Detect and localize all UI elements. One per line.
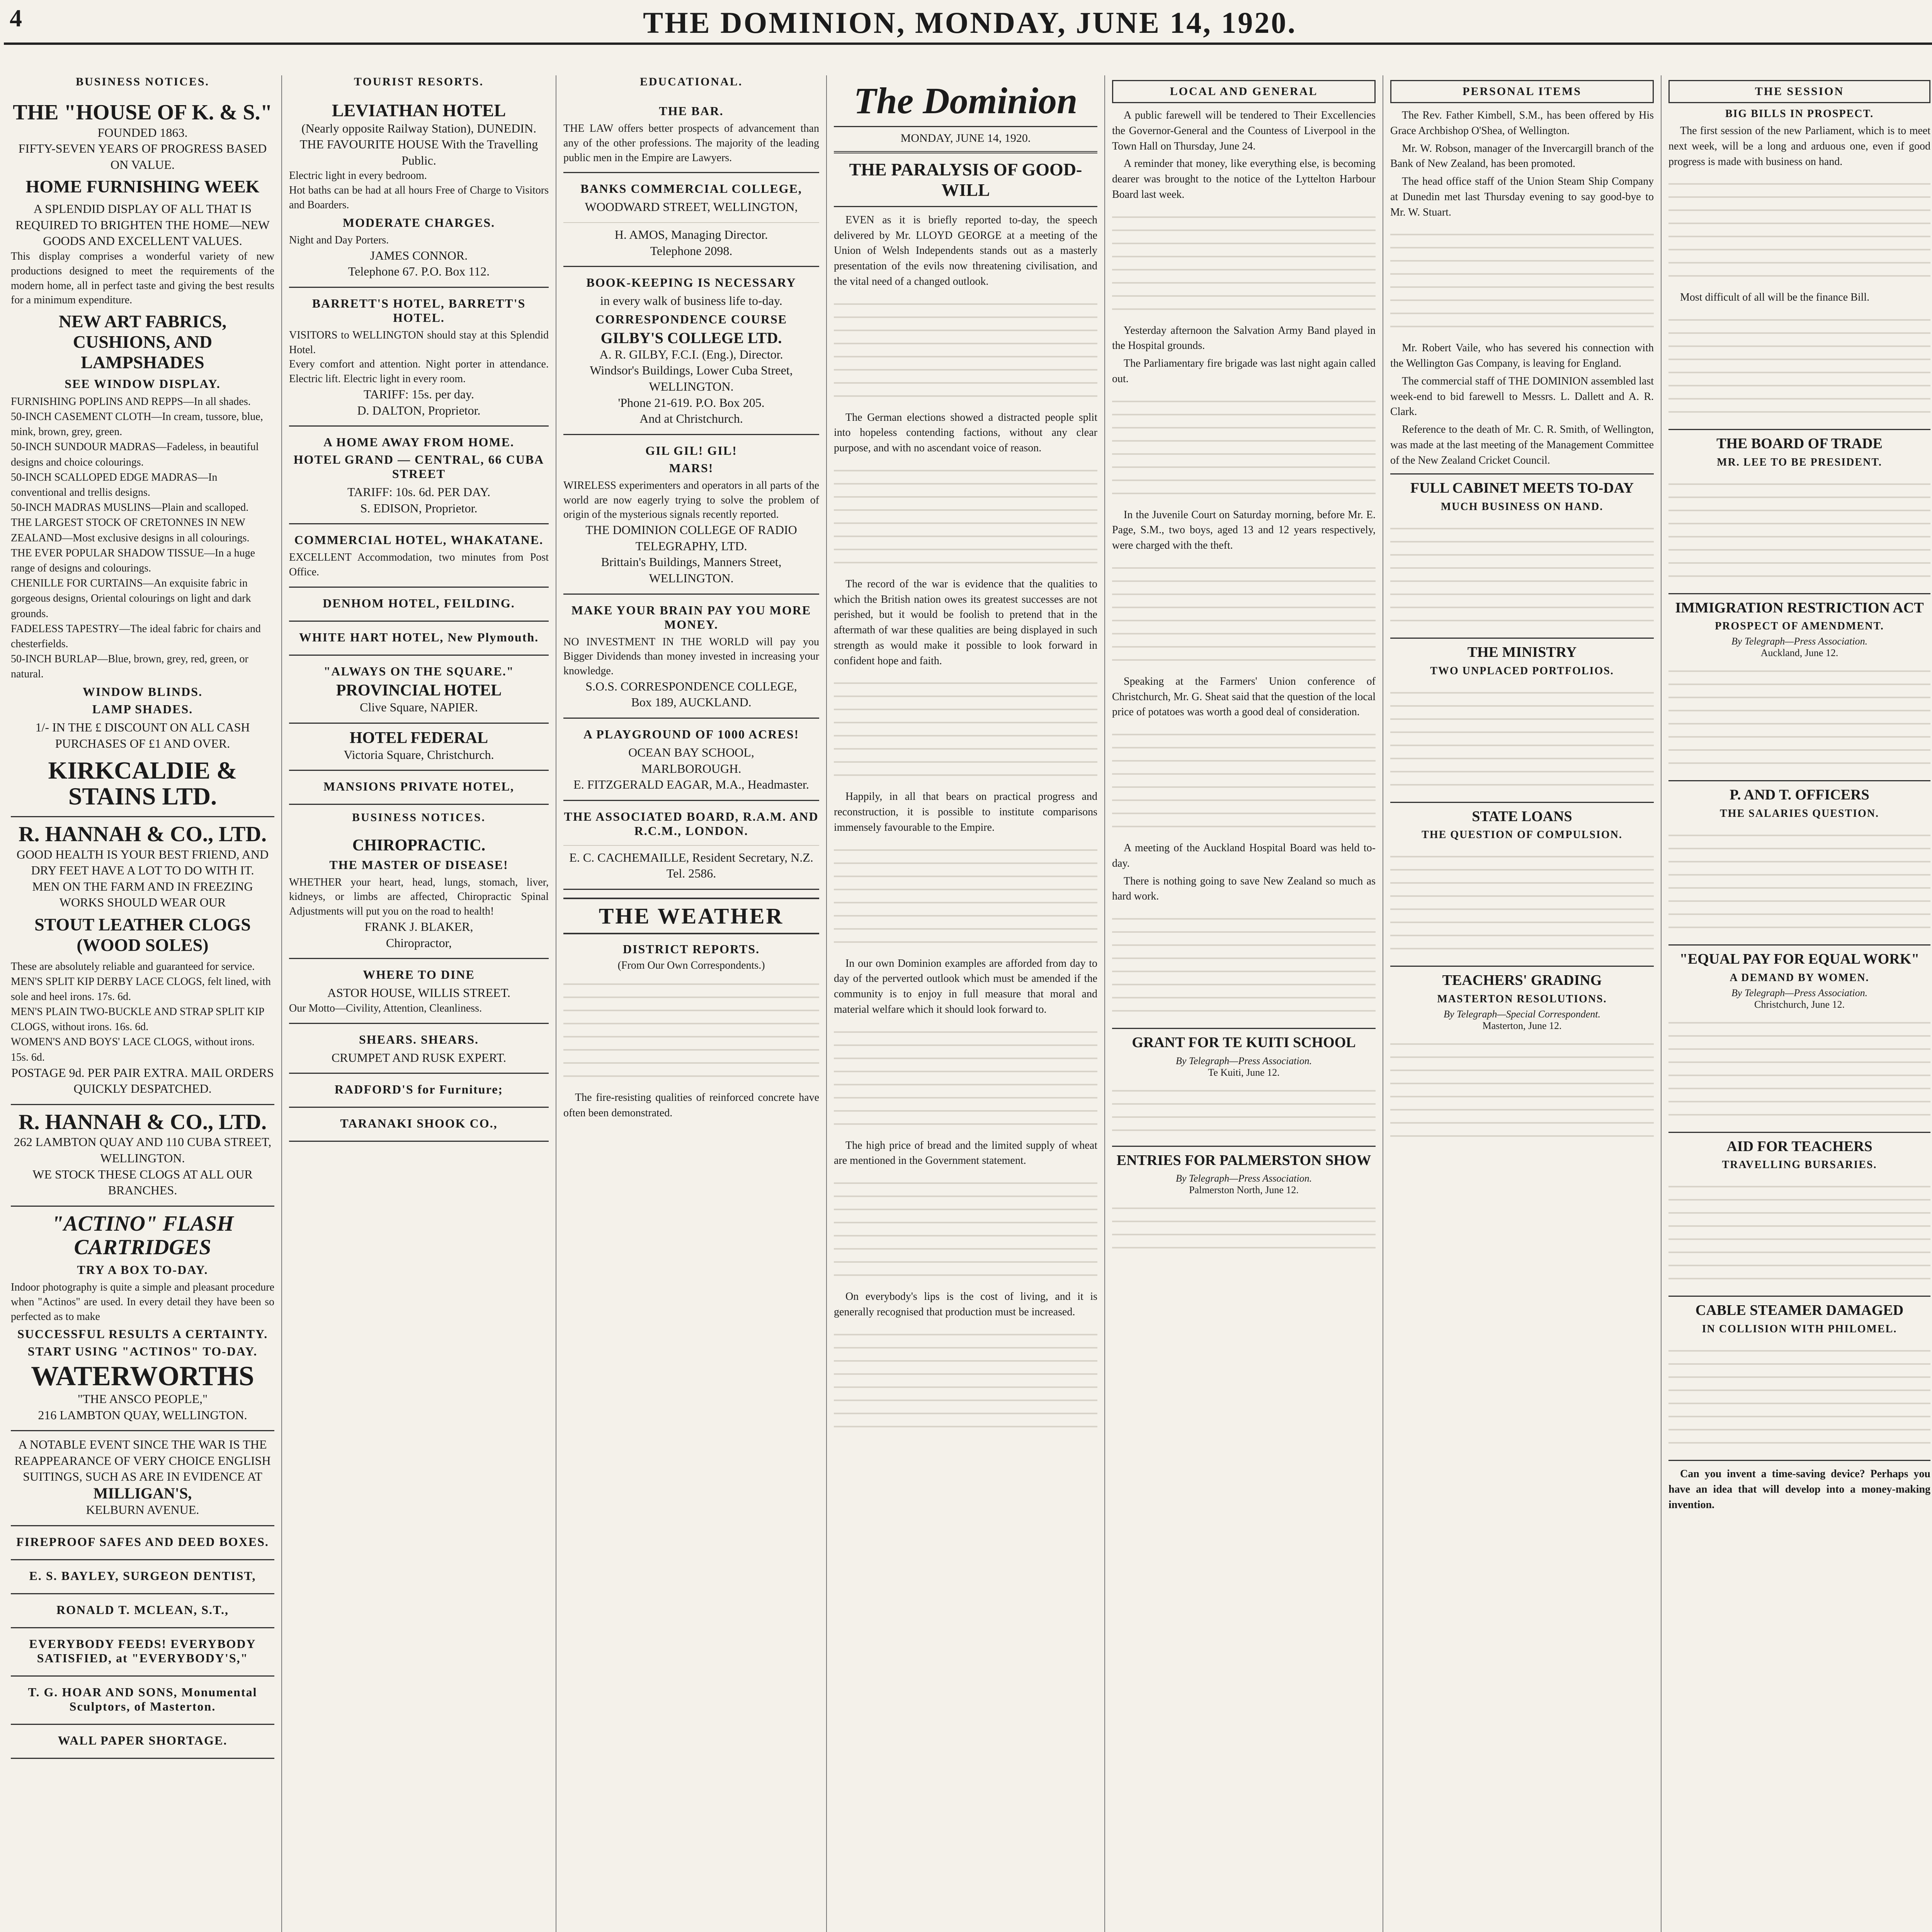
ad-mclean — [11, 1594, 274, 1628]
ad-banks-college — [563, 173, 819, 267]
ad-tagline: "ALWAYS ON THE SQUARE." — [323, 664, 514, 678]
ad-body: WHETHER your heart, head, lungs, stomach, liver, kidneys, or limbs are affected, Chiropractic Spinal Adjustments will put you on the road to health! — [289, 876, 549, 918]
ad-title: HOTEL GRAND — CENTRAL, 66 CUBA STREET — [293, 452, 544, 481]
ad-line: VISITORS to WELLINGTON should stay at this Splendid Hotel. — [289, 329, 549, 356]
text-placeholder — [1112, 722, 1376, 838]
ad-college-name: THE DOMINION COLLEGE OF RADIO TELEGRAPHY, LTD. — [585, 523, 797, 553]
ad-title: WHERE TO DINE — [363, 968, 475, 982]
ad-title: "ACTINO" FLASH CARTRIDGES — [51, 1211, 234, 1260]
article-paragraph: There is nothing going to save New Zealand so much as hard work. — [1112, 875, 1376, 903]
text-placeholder — [1668, 1174, 1930, 1290]
column-tourist-resorts — [282, 75, 556, 1932]
ad-headline: HOME FURNISHING WEEK — [26, 177, 260, 197]
article-paragraph: The fire-resisting qualities of reinforced concrete have often been demonstrated. — [563, 1092, 819, 1119]
ad-item: FURNISHING POPLINS AND REPPS—In all shades. — [11, 395, 251, 408]
ad-mansions — [289, 771, 549, 805]
ad-title: MAKE YOUR BRAIN PAY YOU MORE MONEY. — [571, 603, 811, 631]
article-headline: GRANT FOR TE KUITI SCHOOL — [1132, 1034, 1356, 1051]
ad-body: CRUMPET AND RUSK EXPERT. — [331, 1050, 507, 1065]
ad-place: MARLBOROUGH. — [641, 761, 742, 776]
text-placeholder — [563, 218, 819, 224]
article-dateline: Palmerston North, June 12. — [1189, 1184, 1299, 1196]
ad-body: EXCELLENT Accommodation, two minutes from Post Office. — [289, 551, 549, 578]
column-educational — [556, 75, 827, 1932]
article-headline: THE BOARD OF TRADE — [1716, 435, 1883, 452]
text-placeholder — [834, 671, 1097, 787]
article-dateline: Masterton, June 12. — [1482, 1020, 1562, 1031]
page-number: 4 — [10, 4, 22, 32]
ad-federal — [289, 724, 549, 771]
ad-postage: POSTAGE 9d. PER PAIR EXTRA. MAIL ORDERS QUICKLY DESPATCHED. — [11, 1065, 274, 1096]
weather-header: THE WEATHER — [563, 898, 819, 934]
ad-title: MILLIGAN'S, — [93, 1485, 192, 1502]
ad-line: Every comfort and attention. Night porter in attendance. Electric lift. Electric light in every room. — [289, 358, 549, 385]
ad-subhead: THE MASTER OF DISEASE! — [329, 857, 509, 872]
text-placeholder — [1112, 389, 1376, 505]
text-placeholder — [1668, 172, 1930, 287]
column-local-general — [1105, 75, 1383, 1932]
text-placeholder — [563, 841, 819, 847]
ad-subtitle: FOUNDED 1863. — [97, 125, 188, 139]
ad-body: WIRELESS experimenters and operators in all parts of the world are now eagerly trying to solve the problem of origin of the mysterious signals recently reported. — [563, 479, 819, 521]
ad-subtitle: in every walk of business life to-day. — [600, 294, 782, 308]
ad-address: Clive Square, NAPIER. — [360, 700, 478, 714]
article-headline: ENTRIES FOR PALMERSTON SHOW — [1116, 1152, 1371, 1168]
ad-item: 50-INCH CASEMENT CLOTH—In cream, tussore, blue, mink, brown, grey, green. — [11, 411, 263, 438]
editorial-paragraph: On everybody's lips is the cost of living, and it is generally recognised that production must be increased. — [834, 1291, 1097, 1318]
ad-phone: Telephone 67. P.O. Box 112. — [348, 264, 490, 279]
editorial-paragraph: EVEN as it is briefly reported to-day, the speech delivered by Mr. LLOYD GEORGE at a meeting of the Union of Welsh Independents stands out as a masterly presentation of the evils now threatening civilisation, and the vital need of a changed outlook. — [834, 214, 1097, 287]
text-placeholder — [1668, 1010, 1930, 1126]
ad-title: RONALD T. MCLEAN, S.T., — [56, 1602, 229, 1617]
ad-body: NO INVESTMENT IN THE WORLD will pay you Bigger Dividends than money invested in increasing your knowledge. — [563, 636, 819, 677]
section-header: THE SESSION — [1668, 80, 1930, 103]
ad-title: DENHOM HOTEL, FEILDING. — [323, 596, 515, 610]
text-placeholder — [1112, 906, 1376, 1022]
text-placeholder — [1668, 823, 1930, 939]
editorial-date: MONDAY, JUNE 14, 1920. — [900, 132, 1031, 145]
ad-body: THE LAW offers better prospects of advancement than any of the other professions. The majority of the leading public men in the Empire are Lawyers. — [563, 122, 819, 164]
text-placeholder — [834, 292, 1097, 408]
ad-address: Victoria Square, Christchurch. — [344, 747, 494, 762]
ad-store-name: KIRKCALDIE & STAINS LTD. — [48, 756, 237, 810]
ad-astor — [289, 959, 549, 1024]
article-headline: FULL CABINET MEETS TO-DAY — [1410, 480, 1634, 497]
ad-title: MANSIONS PRIVATE HOTEL, — [323, 779, 514, 794]
editorial-paragraph: The record of the war is evidence that the qualities to which the British nation owes its greatest successes are not perished, but it would be foolish to pretend that in the aftermath of war these qualities are being displayed in such strength as would make it possible to look forward in confident hope and faith. — [834, 578, 1097, 667]
section-header: LOCAL AND GENERAL — [1112, 80, 1376, 103]
ad-title: THE "HOUSE OF K. & S." — [13, 100, 272, 124]
editorial-paragraph: The high price of bread and the limited supply of wheat are mentioned in the Government statement. — [834, 1139, 1097, 1167]
ad-subtitle: "THE ANSCO PEOPLE," — [77, 1392, 208, 1406]
text-placeholder — [1668, 1338, 1930, 1454]
ad-title: THE ASSOCIATED BOARD, R.A.M. AND R.C.M., LONDON. — [564, 809, 819, 838]
ad-school: OCEAN BAY SCHOOL, — [628, 745, 754, 760]
divider — [1112, 1028, 1376, 1029]
ad-item: FADELESS TAPESTRY—The ideal fabric for chairs and chesterfields. — [11, 622, 261, 650]
ad-title: BOOK-KEEPING IS NECESSARY — [586, 276, 796, 290]
ad-subhead: TRY A BOX TO-DAY. — [77, 1263, 208, 1277]
ad-lead: MEN ON THE FARM AND IN FREEZING WORKS SHOULD WEAR OUR — [32, 879, 253, 910]
ad-denhom — [289, 588, 549, 622]
ad-title: FIREPROOF SAFES AND DEED BOXES. — [16, 1534, 269, 1549]
ad-leviathan — [289, 95, 549, 288]
article-subhead: MASTERTON RESOLUTIONS. — [1437, 993, 1607, 1005]
section-header: EDUCATIONAL. — [639, 75, 743, 88]
article-subhead: MUCH BUSINESS ON HAND. — [1440, 500, 1604, 513]
ad-discount: 1/- IN THE £ DISCOUNT ON ALL CASH PURCHASES OF £1 AND OVER. — [35, 720, 250, 751]
ad-title: WHITE HART HOTEL, New Plymouth. — [299, 630, 539, 644]
article-headline: "EQUAL PAY FOR EQUAL WORK" — [1679, 951, 1920, 968]
article-subhead: TWO UNPLACED PORTFOLIOS. — [1430, 665, 1614, 677]
ad-ocean-bay — [563, 719, 819, 801]
ad-motto: Our Motto—Civility, Attention, Cleanliness. — [289, 1002, 482, 1014]
ad-item: 50-INCH SCALLOPED EDGE MADRAS—In conventional and trellis designs. — [11, 471, 218, 499]
ad-item: 50-INCH BURLAP—Blue, brown, grey, red, green, or natural. — [11, 653, 248, 680]
ad-line: Electric light in every bedroom. — [289, 170, 427, 182]
column-business-notices — [4, 75, 282, 1932]
ad-address: 216 LAMBTON QUAY, WELLINGTON. — [38, 1408, 247, 1422]
ad-tariff: TARIFF: 15s. per day. — [363, 387, 474, 401]
editorial-paragraph: The German elections showed a distracted people split into hopeless contending factions, without any clear purpose, and with no ascendant voice of reason. — [834, 411, 1097, 454]
text-placeholder — [834, 1171, 1097, 1287]
ad-white-hart — [289, 622, 549, 656]
ad-signature: A. R. GILBY, F.C.I. (Eng.), Director. — [599, 347, 783, 361]
ad-address: 262 LAMBTON QUAY AND 110 CUBA STREET, WELLINGTON. — [14, 1135, 272, 1165]
ad-body: Indoor photography is quite a simple and pleasant procedure when "Actinos" are used. In every detail they have been so perfected as to make — [11, 1281, 274, 1323]
ad-headmaster: E. FITZGERALD EAGAR, M.A., Headmaster. — [573, 777, 809, 792]
text-placeholder — [834, 838, 1097, 954]
text-placeholder — [1390, 680, 1654, 796]
ad-taranaki — [289, 1108, 549, 1142]
ad-phone: Tel. 2586. — [666, 866, 716, 881]
divider — [834, 151, 1097, 153]
section-header: TOURIST RESORTS. — [354, 75, 484, 88]
ad-milligan — [11, 1431, 274, 1526]
text-placeholder — [834, 1020, 1097, 1136]
article-paragraph: Yesterday afternoon the Salvation Army Band played in the Hospital grounds. — [1112, 324, 1376, 352]
divider — [1390, 638, 1654, 639]
article-byline: By Telegraph—Press Association. — [1175, 1173, 1312, 1184]
ad-title: BANKS COMMERCIAL COLLEGE, — [580, 182, 802, 196]
ad-title: RADFORD'S for Furniture; — [334, 1082, 503, 1097]
small-ads-left — [11, 1431, 274, 1759]
article-subhead: TRAVELLING BURSARIES. — [1722, 1159, 1877, 1171]
ad-hannah-branches — [11, 1105, 274, 1207]
ad-subhead: LAMP SHADES. — [92, 702, 193, 716]
ad-item: THE EVER POPULAR SHADOW TISSUE—In a huge range of designs and colourings. — [11, 547, 255, 574]
ad-hoar — [11, 1677, 274, 1725]
divider — [1668, 429, 1930, 430]
ad-proprietor: S. EDISON, Proprietor. — [360, 501, 478, 515]
ad-subhead: MARS! — [669, 461, 714, 475]
ad-headline: NEW ART FABRICS, CUSHIONS, AND LAMPSHADES — [58, 311, 227, 372]
article-dateline: Christchurch, June 12. — [1754, 998, 1845, 1010]
ad-grand-hotel — [289, 427, 549, 524]
ad-hannah-clogs — [11, 817, 274, 1105]
ad-wireless — [563, 435, 819, 595]
ad-bayley — [11, 1560, 274, 1594]
article-paragraph: Mr. W. Robson, manager of the Invercargill branch of the Bank of New Zealand, has been promoted. — [1390, 142, 1654, 170]
divider — [1668, 593, 1930, 594]
ad-title: A PLAYGROUND OF 1000 ACRES! — [583, 727, 799, 742]
ad-signature: H. AMOS, Managing Director. — [614, 227, 768, 242]
ad-associated-board — [563, 801, 819, 890]
divider — [1668, 1132, 1930, 1133]
column-session — [1662, 75, 1932, 1932]
article-headline: IMMIGRATION RESTRICTION ACT — [1675, 599, 1924, 616]
article-headline: P. AND T. OFFICERS — [1730, 787, 1869, 803]
divider — [1390, 802, 1654, 803]
ad-address: Box 189, AUCKLAND. — [631, 695, 752, 709]
ad-safes — [11, 1526, 274, 1560]
text-placeholder — [1112, 205, 1376, 321]
article-byline: By Telegraph—Press Association. — [1731, 636, 1868, 647]
divider — [834, 206, 1097, 207]
ad-subhead: SEE WINDOW DISPLAY. — [65, 376, 221, 391]
article-subhead: THE SALARIES QUESTION. — [1719, 808, 1879, 820]
ad-item: 50-INCH SUNDOUR MADRAS—Fadeless, in beautiful designs and choice colourings. — [11, 441, 259, 468]
text-placeholder — [1390, 222, 1654, 338]
article-headline: STATE LOANS — [1472, 808, 1572, 825]
article-dateline: Auckland, June 12. — [1760, 647, 1838, 659]
article-subhead: BIG BILLS IN PROSPECT. — [1725, 108, 1874, 120]
article-subhead: MR. LEE TO BE PRESIDENT. — [1717, 456, 1882, 468]
article-subhead: IN COLLISION WITH PHILOMEL. — [1702, 1323, 1897, 1335]
divider — [1668, 1296, 1930, 1297]
ad-chiropractic — [289, 831, 549, 959]
ad-address: Brittain's Buildings, Manners Street, WELLINGTON. — [601, 555, 782, 585]
ad-title: LEVIATHAN HOTEL — [332, 100, 506, 120]
ad-line: MODERATE CHARGES. — [342, 215, 495, 230]
column-editorial — [827, 75, 1105, 1932]
weather-reports — [563, 972, 819, 1088]
ad-tariff: TARIFF: 10s. 6d. PER DAY. — [347, 485, 490, 499]
article-paragraph: The head office staff of the Union Steam Ship Company at Dunedin met last Thursday evening to say good-bye to Mr. W. Stuart. — [1390, 175, 1654, 218]
editorial-paragraph: Happily, in all that bears on practical progress and reconstruction, it is possible to institute comparisons immensely favourable to the Empire. — [834, 791, 1097, 833]
article-byline: By Telegraph—Press Association. — [1731, 987, 1868, 998]
divider — [1668, 944, 1930, 946]
ad-tagline: FIFTY-SEVEN YEARS OF PROGRESS BASED ON VALUE. — [18, 141, 267, 172]
editorial-headline: THE PARALYSIS OF GOOD-WILL — [849, 160, 1082, 200]
ad-subhead: CORRESPONDENCE COURSE — [595, 312, 787, 326]
ad-title: T. G. HOAR AND SONS, Monumental Sculptors, of Masterton. — [28, 1685, 257, 1713]
ad-the-bar — [563, 95, 819, 173]
ad-shears — [289, 1024, 549, 1074]
ad-barretts — [289, 288, 549, 427]
ad-lead: A SPLENDID DISPLAY OF ALL THAT IS REQUIRED TO BRIGHTEN THE HOME—NEW GOODS AND EXCELLENT VALUES. — [15, 202, 270, 248]
ad-item: THE LARGEST STOCK OF CRETONNES IN NEW ZEALAND—Most exclusive designs in all colourings. — [11, 517, 250, 544]
ad-item: CHENILLE FOR CURTAINS—An exquisite fabric in gorgeous designs, Oriental colourings on light and dark grounds. — [11, 577, 251, 620]
ad-subhead: START USING "ACTINOS" TO-DAY. — [27, 1344, 258, 1359]
ad-actino — [11, 1207, 274, 1431]
ad-house-ks — [11, 95, 274, 817]
text-placeholder — [1668, 659, 1930, 775]
text-placeholder — [1668, 472, 1930, 588]
text-placeholder — [834, 458, 1097, 574]
article-subhead: A DEMAND BY WOMEN. — [1730, 971, 1869, 984]
article-byline: By Telegraph—Press Association. — [1175, 1055, 1312, 1066]
ad-address: WOODWARD STREET, WELLINGTON, — [585, 200, 798, 214]
article-headline: CABLE STEAMER DAMAGED — [1695, 1302, 1904, 1319]
divider — [1112, 1146, 1376, 1147]
article-subhead: PROSPECT OF AMENDMENT. — [1715, 620, 1884, 633]
ad-headline: STOUT LEATHER CLOGS (WOOD SOLES) — [34, 915, 251, 955]
ad-subhead: SUCCESSFUL RESULTS A CERTAINTY. — [17, 1327, 268, 1341]
divider — [1390, 966, 1654, 967]
ad-proprietor: D. DALTON, Proprietor. — [357, 403, 481, 417]
article-paragraph: The Rev. Father Kimbell, S.M., has been offered by His Grace Archbishop O'Shea, of Wellington. — [1390, 109, 1654, 137]
article-headline: AID FOR TEACHERS — [1726, 1138, 1872, 1155]
article-headline: TEACHERS' GRADING — [1442, 972, 1602, 989]
masthead — [4, 0, 1932, 45]
text-placeholder — [834, 1322, 1097, 1438]
ad-commercial-hotel — [289, 524, 549, 588]
divider — [1390, 473, 1654, 474]
ad-title: COMMERCIAL HOTEL, WHAKATANE. — [294, 533, 544, 547]
ad-title: SHEARS. SHEARS. — [359, 1032, 479, 1046]
article-byline: By Telegraph—Special Correspondent. — [1443, 1009, 1601, 1020]
ad-line: Night and Day Porters. — [289, 234, 389, 246]
article-paragraph: A public farewell will be tendered to Their Excellencies the Governor-General and the Countess of Liverpool in the Town Hall on Thursday, June 24. — [1112, 109, 1376, 152]
article-paragraph: A reminder that money, like everything else, is becoming dearer was brought to the notice of the Lyttelton Harbour Board last week. — [1112, 158, 1376, 201]
ad-item: WOMEN'S AND BOYS' LACE CLOGS, without irons. 15s. 6d. — [11, 1036, 255, 1063]
ad-title: PROVINCIAL HOTEL — [336, 681, 502, 699]
ad-title: THE BAR. — [659, 104, 724, 118]
ad-college-name: GILBY'S COLLEGE LTD. — [600, 329, 782, 347]
ad-radfords — [289, 1074, 549, 1108]
ad-college-name: S.O.S. CORRESPONDENCE COLLEGE, — [585, 679, 797, 693]
ad-body: These are absolutely reliable and guaranteed for service. — [11, 960, 255, 973]
ad-title: CHIROPRACTIC. — [352, 837, 486, 855]
ad-role: Chiropractor, — [386, 935, 452, 950]
ad-invention: Can you invent a time-saving device? Perhaps you have an idea that will develop into a money-making invention. — [1668, 1468, 1930, 1511]
article-paragraph: Reference to the death of Mr. C. R. Smith, of Wellington, was made at the last meeting of the Management Committee of the New Zealand Cricket Council. — [1390, 423, 1654, 466]
article-paragraph: The commercial staff of THE DOMINION assembled last week-end to bid farewell to Messrs. L. Dallett and A. R. Clark. — [1390, 375, 1654, 418]
article-paragraph: Speaking at the Farmers' Union conference of Christchurch, Mr. G. Sheat said that the question of the local price of potatoes was worth a good deal of consideration. — [1112, 675, 1376, 718]
newspaper-logo: The Dominion — [834, 75, 1097, 127]
ad-provincial — [289, 656, 549, 724]
ad-title: TARANAKI SHOOK CO., — [340, 1116, 498, 1131]
ad-subhead: WINDOW BLINDS. — [82, 685, 203, 699]
ad-body: This display comprises a wonderful variety of new productions designed to meet the requirements of the modern home, all in perfect taste and giving the best results for a minimum expenditure. — [11, 250, 274, 306]
weather-subhead: DISTRICT REPORTS. — [622, 942, 760, 956]
ad-item: MEN'S SPLIT KIP DERBY LACE CLOGS, felt lined, with sole and heel irons. 17s. 6d. — [11, 975, 271, 1003]
ad-title: R. HANNAH & CO., LTD. — [19, 822, 267, 847]
ad-tagline: A HOME AWAY FROM HOME. — [323, 435, 515, 449]
ad-store-name: WATERWORTHS — [31, 1361, 254, 1392]
ad-body: WE STOCK THESE CLOGS AT ALL OUR BRANCHES. — [32, 1167, 253, 1197]
section-header: PERSONAL ITEMS — [1390, 80, 1654, 103]
ad-address: Windsor's Buildings, Lower Cuba Street, WELLINGTON. — [590, 363, 793, 393]
ad-everybody — [11, 1628, 274, 1677]
text-placeholder — [1668, 308, 1930, 423]
small-ads-row — [11, 1431, 274, 1759]
article-paragraph: Mr. Robert Vaile, who has severed his connection with the Wellington Gas Company, is leaving for England. — [1390, 342, 1654, 369]
ad-lead: A NOTABLE EVENT SINCE THE WAR IS THE REAPPEARANCE OF VERY CHOICE ENGLISH SUITINGS, SUCH AS ARE IN EVIDENCE AT — [14, 1437, 271, 1484]
article-paragraph: The first session of the new Parliament, which is to meet next week, will be a long and arduous one, even if good progress is made with business on hand. — [1668, 125, 1930, 168]
ad-phone: Telephone 2098. — [650, 243, 733, 258]
text-placeholder — [1390, 516, 1654, 632]
ad-place: ASTOR HOUSE, WILLIS STREET. — [327, 986, 510, 1000]
article-paragraph: A meeting of the Auckland Hospital Board was held to-day. — [1112, 842, 1376, 869]
ad-wallpaper — [11, 1725, 274, 1759]
ad-tagline: GOOD HEALTH IS YOUR BEST FRIEND, AND DRY FEET HAVE A LOT TO DO WITH IT. — [16, 847, 269, 878]
text-placeholder — [1112, 556, 1376, 672]
article-paragraph: Most difficult of all will be the finance Bill. — [1680, 291, 1870, 304]
article-headline: THE MINISTRY — [1467, 644, 1577, 660]
article-paragraph: The Parliamentary fire brigade was last night again called out. — [1112, 357, 1376, 385]
text-placeholder — [1112, 1078, 1376, 1140]
divider — [1668, 1460, 1930, 1461]
article-dateline: Te Kuiti, June 12. — [1208, 1066, 1280, 1078]
ad-also: And at Christchurch. — [639, 412, 743, 426]
text-placeholder — [1390, 1032, 1654, 1148]
ad-item: MEN'S PLAIN TWO-BUCKLE AND STRAP SPLIT KIP CLOGS, without irons. 16s. 6d. — [11, 1005, 264, 1033]
ad-title: EVERYBODY FEEDS! EVERYBODY SATISFIED, at "EVERYBODY'S," — [29, 1636, 256, 1665]
ad-person: FRANK J. BLAKER, — [364, 920, 473, 934]
editorial-paragraph: In our own Dominion examples are afforded from day to day of the perverted outlook which must be amended if the community is to enjoy in full measure that moral and material welfare which it should look forward to. — [834, 957, 1097, 1015]
ad-brain — [563, 595, 819, 719]
section-header: BUSINESS NOTICES. — [75, 75, 210, 88]
ad-proprietor: JAMES CONNOR. — [370, 248, 468, 262]
ad-bookkeeping — [563, 267, 819, 435]
column-personal-items — [1383, 75, 1662, 1932]
page-title: THE DOMINION, MONDAY, JUNE 14, 1920. — [643, 6, 1297, 39]
ad-signature: E. C. CACHEMAILLE, Resident Secretary, N.Z. — [569, 850, 813, 864]
section-header: BUSINESS NOTICES. — [352, 811, 486, 824]
weather-source: (From Our Own Correspondents.) — [617, 959, 765, 972]
ad-item: 50-INCH MADRAS MUSLINS—Plain and scalloped. — [11, 502, 249, 514]
divider — [1668, 780, 1930, 781]
ad-title: HOTEL FEDERAL — [349, 729, 488, 747]
ad-subtitle: (Nearly opposite Railway Station), DUNEDIN. — [301, 121, 536, 135]
ad-title: BARRETT'S HOTEL, BARRETT'S HOTEL. — [312, 296, 526, 325]
ad-tagline: THE FAVOURITE HOUSE With the Travelling Public. — [299, 137, 538, 167]
ad-title: GIL GIL! GIL! — [645, 443, 737, 457]
ad-phone: 'Phone 21-619. P.O. Box 205. — [618, 395, 765, 410]
text-placeholder — [1390, 844, 1654, 960]
article-subhead: THE QUESTION OF COMPULSION. — [1422, 829, 1622, 841]
text-placeholder — [1112, 1196, 1376, 1258]
ad-title: R. HANNAH & CO., LTD. — [19, 1110, 267, 1134]
ad-title: E. S. BAYLEY, SURGEON DENTIST, — [29, 1568, 256, 1583]
ad-address: KELBURN AVENUE. — [86, 1503, 199, 1517]
article-paragraph: In the Juvenile Court on Saturday morning, before Mr. E. Page, S.M., two boys, aged 13 and 12 years respectively, were charged with the theft. — [1112, 509, 1376, 551]
ad-title: WALL PAPER SHORTAGE. — [58, 1733, 228, 1747]
ad-line: Hot baths can be had at all hours Free of Charge to Visitors and Boarders. — [289, 184, 549, 211]
